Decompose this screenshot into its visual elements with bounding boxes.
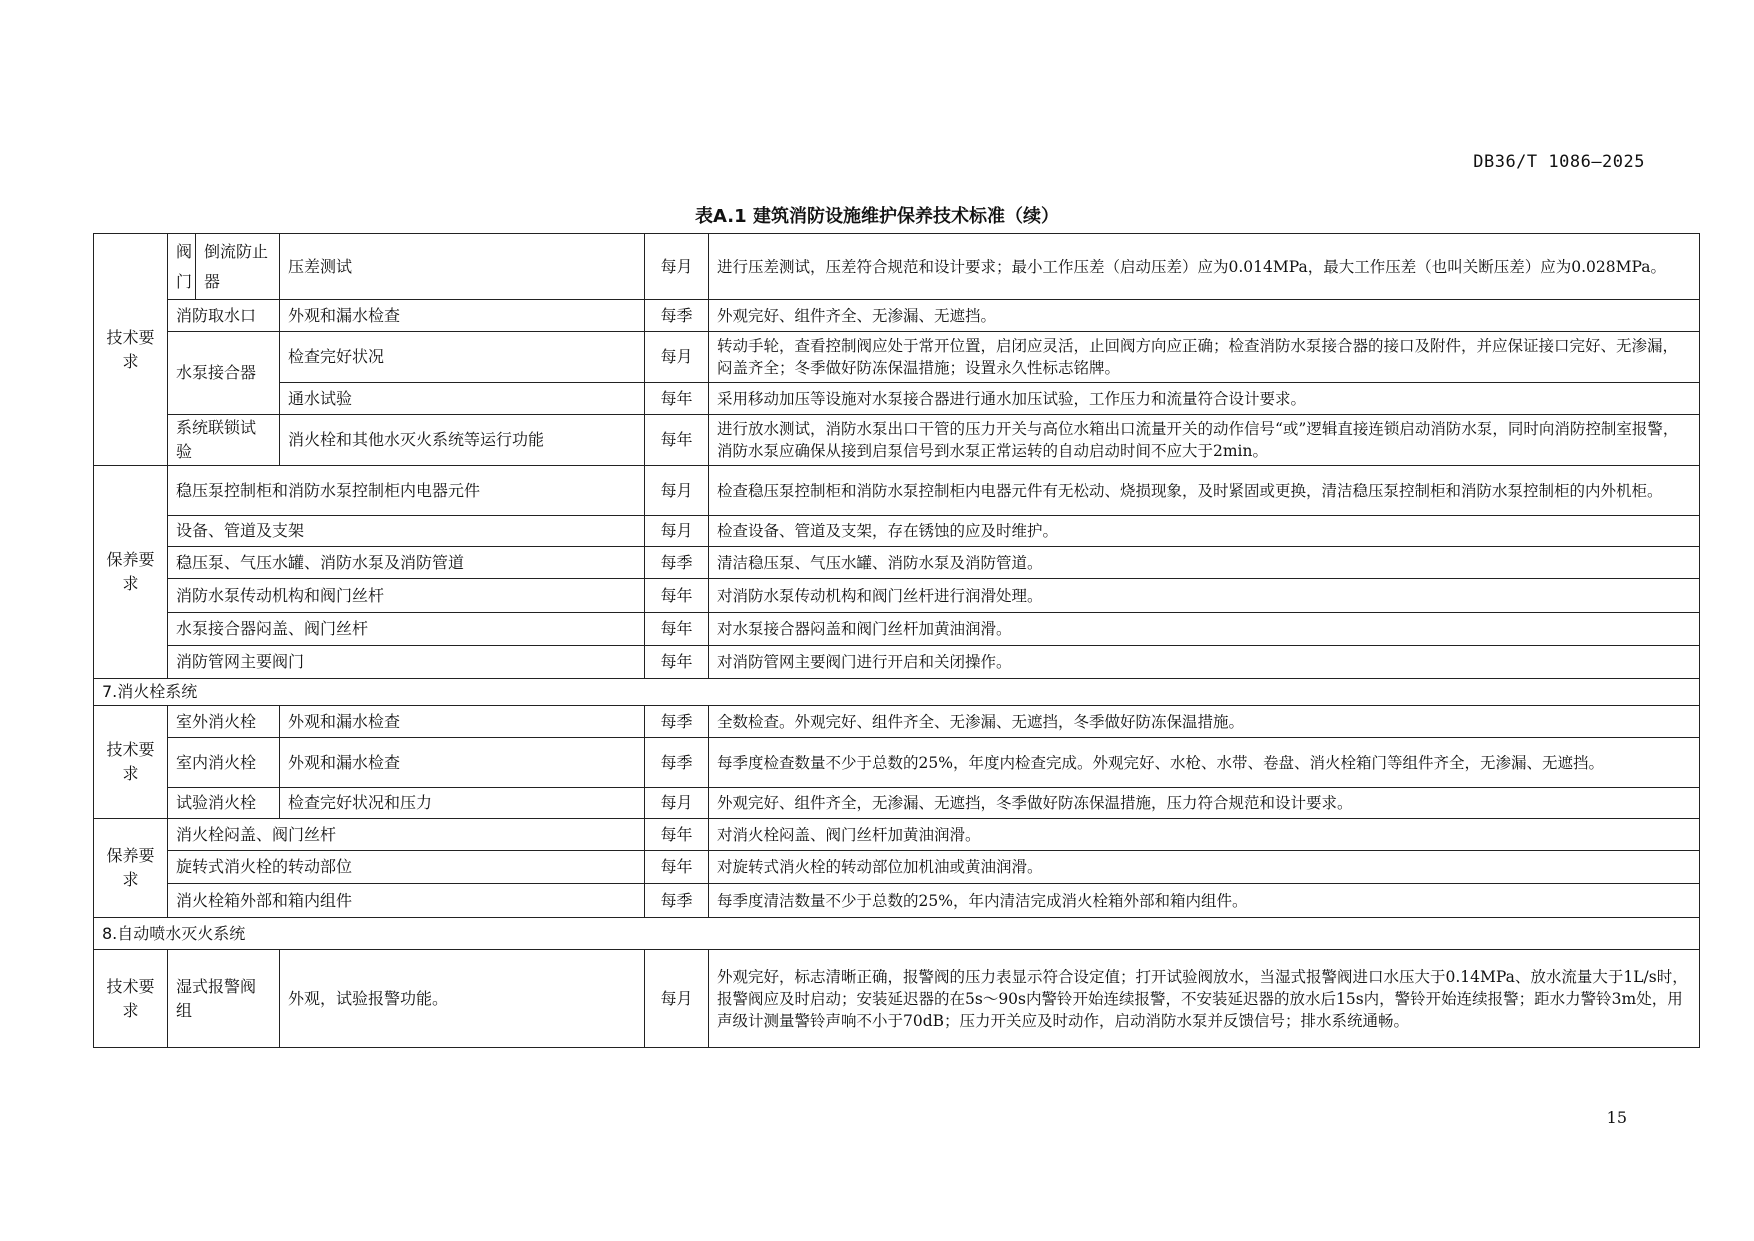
description-cell: 外观完好、组件齐全，无渗漏、无遮挡，冬季做好防冻保温措施，压力符合规范和设计要求。 — [709, 788, 1700, 819]
table-row — [94, 547, 1700, 579]
item-cell: 旋转式消火栓的转动部位 — [168, 851, 645, 884]
description-cell: 对消火栓闷盖、阀门丝杆加黄油润滑。 — [709, 819, 1700, 851]
table-title: 表A.1 建筑消防设施维护保养技术标准（续） — [695, 206, 1059, 227]
table-row — [94, 950, 1700, 1048]
item-cell: 试验消火栓 — [168, 788, 280, 819]
check-cell: 通水试验 — [280, 383, 645, 415]
table-row — [94, 383, 1700, 415]
item-cell: 倒流防止器 — [196, 234, 280, 300]
table-row — [94, 516, 1700, 547]
description-cell: 对消防管网主要阀门进行开启和关闭操作。 — [709, 646, 1700, 679]
table-row — [94, 466, 1700, 516]
item-cell: 稳压泵、气压水罐、消防水泵及消防管道 — [168, 547, 645, 579]
description-cell: 进行放水测试，消防水泵出口干管的压力开关与高位水箱出口流量开关的动作信号“或”逻辑直接连锁启动消防水泵，同时向消防控制室报警，消防水泵应确保从接到启泵信号到水泵正常运转的自动启动时间不应大于2min。 — [709, 415, 1700, 466]
category-cell: 技术要求 — [94, 234, 168, 466]
description-cell: 每季度检查数量不少于总数的25%，年度内检查完成。外观完好、水枪、水带、卷盘、消火栓箱门等组件齐全，无渗漏、无遮挡。 — [709, 738, 1700, 788]
check-cell: 检查完好状况 — [280, 332, 645, 383]
description-cell: 进行压差测试，压差符合规范和设计要求；最小工作压差（启动压差）应为0.014MPa，最大工作压差（也叫关断压差）应为0.028MPa。 — [709, 234, 1700, 300]
item-cell: 设备、管道及支架 — [168, 516, 645, 547]
item-cell: 水泵接合器 — [168, 332, 280, 415]
frequency-cell: 每季 — [645, 884, 709, 918]
table-row — [94, 884, 1700, 918]
frequency-cell: 每年 — [645, 851, 709, 884]
check-cell: 检查完好状况和压力 — [280, 788, 645, 819]
check-cell: 外观和漏水检查 — [280, 300, 645, 332]
section-row — [94, 918, 1700, 950]
item-cell: 水泵接合器闷盖、阀门丝杆 — [168, 613, 645, 646]
frequency-cell: 每年 — [645, 579, 709, 613]
sub-group-cell: 阀门 — [168, 234, 196, 300]
description-cell: 对旋转式消火栓的转动部位加机油或黄油润滑。 — [709, 851, 1700, 884]
frequency-cell: 每年 — [645, 383, 709, 415]
section-row — [94, 679, 1700, 706]
item-cell: 系统联锁试验 — [168, 415, 280, 466]
table-row — [94, 738, 1700, 788]
check-cell: 压差测试 — [280, 234, 645, 300]
item-cell: 稳压泵控制柜和消防水泵控制柜内电器元件 — [168, 466, 645, 516]
item-cell: 湿式报警阀组 — [168, 950, 280, 1048]
table-row — [94, 332, 1700, 383]
frequency-cell: 每年 — [645, 613, 709, 646]
frequency-cell: 每年 — [645, 819, 709, 851]
category-cell: 保养要求 — [94, 819, 168, 918]
description-cell: 清洁稳压泵、气压水罐、消防水泵及消防管道。 — [709, 547, 1700, 579]
frequency-cell: 每月 — [645, 234, 709, 300]
description-cell: 外观完好、组件齐全、无渗漏、无遮挡。 — [709, 300, 1700, 332]
item-cell: 消防管网主要阀门 — [168, 646, 645, 679]
table-row — [94, 234, 1700, 300]
table-row — [94, 706, 1700, 738]
document-code: DB36/T 1086—2025 — [1473, 152, 1645, 172]
category-cell: 保养要求 — [94, 466, 168, 679]
description-cell: 采用移动加压等设施对水泵接合器进行通水加压试验，工作压力和流量符合设计要求。 — [709, 383, 1700, 415]
category-cell: 技术要求 — [94, 950, 168, 1048]
frequency-cell: 每月 — [645, 466, 709, 516]
frequency-cell: 每月 — [645, 788, 709, 819]
item-cell: 消防水泵传动机构和阀门丝杆 — [168, 579, 645, 613]
description-cell: 每季度清洁数量不少于总数的25%，年内清洁完成消火栓箱外部和箱内组件。 — [709, 884, 1700, 918]
frequency-cell: 每季 — [645, 300, 709, 332]
item-cell: 消火栓闷盖、阀门丝杆 — [168, 819, 645, 851]
item-cell: 消火栓箱外部和箱内组件 — [168, 884, 645, 918]
description-cell: 外观完好，标志清晰正确，报警阀的压力表显示符合设定值；打开试验阀放水，当湿式报警阀进口水压大于0.14MPa、放水流量大于1L/s时，报警阀应及时启动；安装延迟器的在5s～90s内警铃开始连续报警，不安装延迟器的放水后15s内，警铃开始连续报警；距水力警铃3m处，用声级计测量警铃声响不小于70dB；压力开关应及时动作，启动消防水泵并反馈信号；排水系统通畅。 — [709, 950, 1700, 1048]
frequency-cell: 每年 — [645, 646, 709, 679]
frequency-cell: 每季 — [645, 706, 709, 738]
frequency-cell: 每季 — [645, 547, 709, 579]
table-row — [94, 613, 1700, 646]
description-cell: 全数检查。外观完好、组件齐全、无渗漏、无遮挡，冬季做好防冻保温措施。 — [709, 706, 1700, 738]
check-cell: 外观，试验报警功能。 — [280, 950, 645, 1048]
frequency-cell: 每月 — [645, 516, 709, 547]
section-heading: 7.消火栓系统 — [94, 679, 1700, 706]
frequency-cell: 每季 — [645, 738, 709, 788]
table-row — [94, 646, 1700, 679]
description-cell: 检查设备、管道及支架，存在锈蚀的应及时维护。 — [709, 516, 1700, 547]
table-row — [94, 851, 1700, 884]
item-cell: 室内消火栓 — [168, 738, 280, 788]
table-row — [94, 579, 1700, 613]
frequency-cell: 每月 — [645, 332, 709, 383]
description-cell: 检查稳压泵控制柜和消防水泵控制柜内电器元件有无松动、烧损现象，及时紧固或更换，清洁稳压泵控制柜和消防水泵控制柜的内外机柜。 — [709, 466, 1700, 516]
item-cell: 室外消火栓 — [168, 706, 280, 738]
section-heading: 8.自动喷水灭火系统 — [94, 918, 1700, 950]
table-row — [94, 819, 1700, 851]
frequency-cell: 每月 — [645, 950, 709, 1048]
item-cell: 消防取水口 — [168, 300, 280, 332]
check-cell: 消火栓和其他水灭火系统等运行功能 — [280, 415, 645, 466]
description-cell: 对水泵接合器闷盖和阀门丝杆加黄油润滑。 — [709, 613, 1700, 646]
page-number: 15 — [1606, 1108, 1627, 1127]
check-cell: 外观和漏水检查 — [280, 706, 645, 738]
description-cell: 转动手轮，查看控制阀应处于常开位置，启闭应灵活，止回阀方向应正确；检查消防水泵接合器的接口及附件，并应保证接口完好、无渗漏，闷盖齐全；冬季做好防冻保温措施；设置永久性标志铭牌。 — [709, 332, 1700, 383]
table-row — [94, 300, 1700, 332]
check-cell: 外观和漏水检查 — [280, 738, 645, 788]
category-cell: 技术要求 — [94, 706, 168, 819]
frequency-cell: 每年 — [645, 415, 709, 466]
maintenance-standard-table — [93, 233, 1700, 1048]
description-cell: 对消防水泵传动机构和阀门丝杆进行润滑处理。 — [709, 579, 1700, 613]
table-row — [94, 415, 1700, 466]
table-row — [94, 788, 1700, 819]
